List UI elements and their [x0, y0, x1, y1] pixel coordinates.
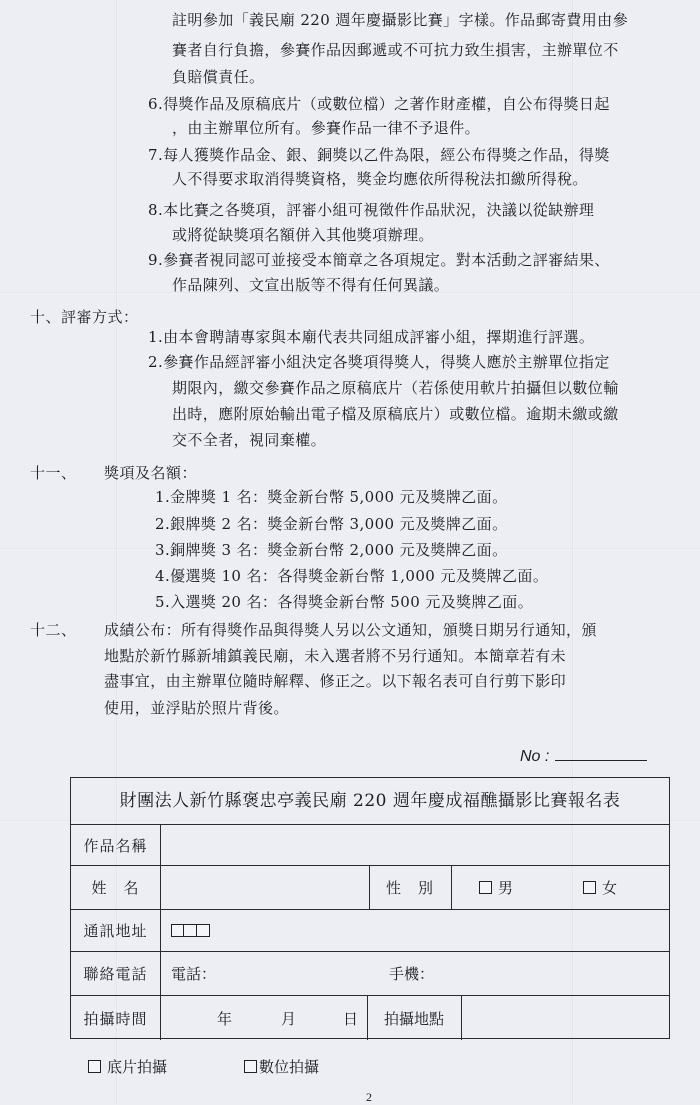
postal-code-boxes[interactable]	[171, 910, 216, 951]
serial-number-blank[interactable]	[555, 746, 647, 761]
gender-male-option[interactable]	[479, 866, 513, 909]
text-line: 1.金牌獎 1 名：獎金新台幣 5,000 元及獎牌乙面。	[155, 488, 508, 506]
place-field[interactable]	[461, 996, 669, 1040]
text-line: 2.銀牌獎 2 名：獎金新台幣 3,000 元及獎牌乙面。	[155, 515, 508, 533]
section-heading: 十二、	[30, 621, 77, 639]
text-line: 註明參加「義民廟 220 週年慶攝影比賽」字樣。作品郵寄費用由參	[172, 11, 628, 29]
section-heading: 獎項及名額：	[104, 464, 198, 482]
text-line: ，由主辦單位所有。參賽作品一律不予退件。	[172, 119, 481, 137]
female-label: 女	[602, 879, 618, 897]
tel-label: 電話：	[171, 965, 217, 983]
serial-number	[520, 746, 647, 766]
row-phone	[71, 952, 669, 996]
text-line: 負賠償責任。	[172, 68, 265, 86]
text-line: 人不得要求取消得獎資格，獎金均應依所得稅法扣繳所得稅。	[172, 170, 588, 188]
gender-label: 性 別	[385, 879, 434, 897]
month-label: 月	[281, 1009, 297, 1028]
text-line: 賽者自行負擔，參賽作品因郵遞或不可抗力致生損害，主辦單位不	[172, 41, 619, 59]
work-name-label: 作品名稱	[71, 825, 161, 865]
text-line: 9.參賽者視同認可並接受本簡章之各項規定。對本活動之評審結果、	[148, 251, 610, 269]
mobile-label: 手機：	[389, 965, 435, 983]
section-heading: 十一、	[30, 464, 77, 482]
phone-label: 聯絡電話	[71, 952, 161, 995]
film-label: 底片拍攝	[107, 1058, 168, 1076]
row-address	[71, 910, 669, 952]
text-line: 或將從缺獎項名額併入其他獎項辦理。	[172, 226, 434, 244]
text-line: 6.得獎作品及原稿底片（或數位檔）之著作財產權，自公布得獎日起	[148, 95, 610, 113]
place-label: 拍攝地點	[383, 1009, 444, 1028]
text-line: 出時，應附原始輸出電子檔及原稿底片）或數位檔。逾期未繳或繳	[172, 405, 619, 423]
row-shooting	[71, 996, 669, 1040]
gender-female-option[interactable]	[583, 866, 617, 909]
male-label: 男	[498, 879, 514, 897]
text-line: 盡事宜，由主辦單位隨時解釋、修正之。以下報名表可自行剪下影印	[104, 672, 567, 690]
text-line: 期限內，繳交參賽作品之原稿底片（若係使用軟片拍攝但以數位輸	[172, 379, 619, 397]
film-checkbox[interactable]	[88, 1060, 101, 1073]
serial-number-label: No :	[520, 748, 550, 765]
row-name-gender	[71, 866, 669, 910]
time-label: 拍攝時間	[71, 996, 161, 1040]
name-label: 姓 名	[71, 866, 161, 909]
section-heading: 十、評審方式：	[30, 308, 139, 326]
registration-form	[70, 777, 670, 1039]
text-line: 7.每人獲獎作品金、銀、銅獎以乙件為限，經公布得獎之作品，得獎	[148, 146, 610, 164]
page-number: 2	[366, 1090, 372, 1104]
text-line: 作品陳列、文宣出版等不得有任何異議。	[172, 276, 450, 294]
digital-label: 數位拍攝	[259, 1058, 320, 1076]
form-title: 財團法人新竹縣褒忠亭義民廟 220 週年慶成福醮攝影比賽報名表	[71, 778, 669, 825]
digital-option[interactable]	[244, 1056, 319, 1077]
text-line: 地點於新竹縣新埔鎮義民廟，未入選者將不另行通知。本簡章若有未	[104, 647, 567, 665]
text-line: 4.優選獎 10 名：各得獎金新台幣 1,000 元及獎牌乙面。	[155, 567, 549, 585]
address-label: 通訊地址	[71, 910, 161, 951]
film-option[interactable]	[88, 1056, 167, 1077]
male-checkbox[interactable]	[479, 881, 492, 894]
row-work-name	[71, 825, 669, 866]
digital-checkbox[interactable]	[244, 1060, 257, 1073]
text-line: 使用，並浮貼於照片背後。	[104, 699, 289, 717]
name-field[interactable]	[161, 866, 369, 909]
text-line: 3.銅牌獎 3 名：獎金新台幣 2,000 元及獎牌乙面。	[155, 541, 508, 559]
female-checkbox[interactable]	[583, 881, 596, 894]
work-name-field[interactable]	[161, 825, 669, 865]
year-label: 年	[217, 1009, 233, 1028]
day-label: 日	[343, 1009, 359, 1028]
text-line: 1.由本會聘請專家與本廟代表共同組成評審小組，擇期進行評選。	[148, 328, 595, 346]
text-line: 2.參賽作品經評審小組決定各獎項得獎人，得獎人應於主辦單位指定	[148, 353, 610, 371]
text-line: 交不全者，視同棄權。	[172, 431, 327, 449]
text-line: 8.本比賽之各獎項，評審小組可視徵件作品狀況，決議以從缺辦理	[148, 201, 595, 219]
text-line: 成績公布：所有得獎作品與得獎人另以公文通知，頒獎日期另行通知，頒	[104, 621, 597, 639]
text-line: 5.入選獎 20 名：各得獎金新台幣 500 元及獎牌乙面。	[155, 593, 534, 611]
